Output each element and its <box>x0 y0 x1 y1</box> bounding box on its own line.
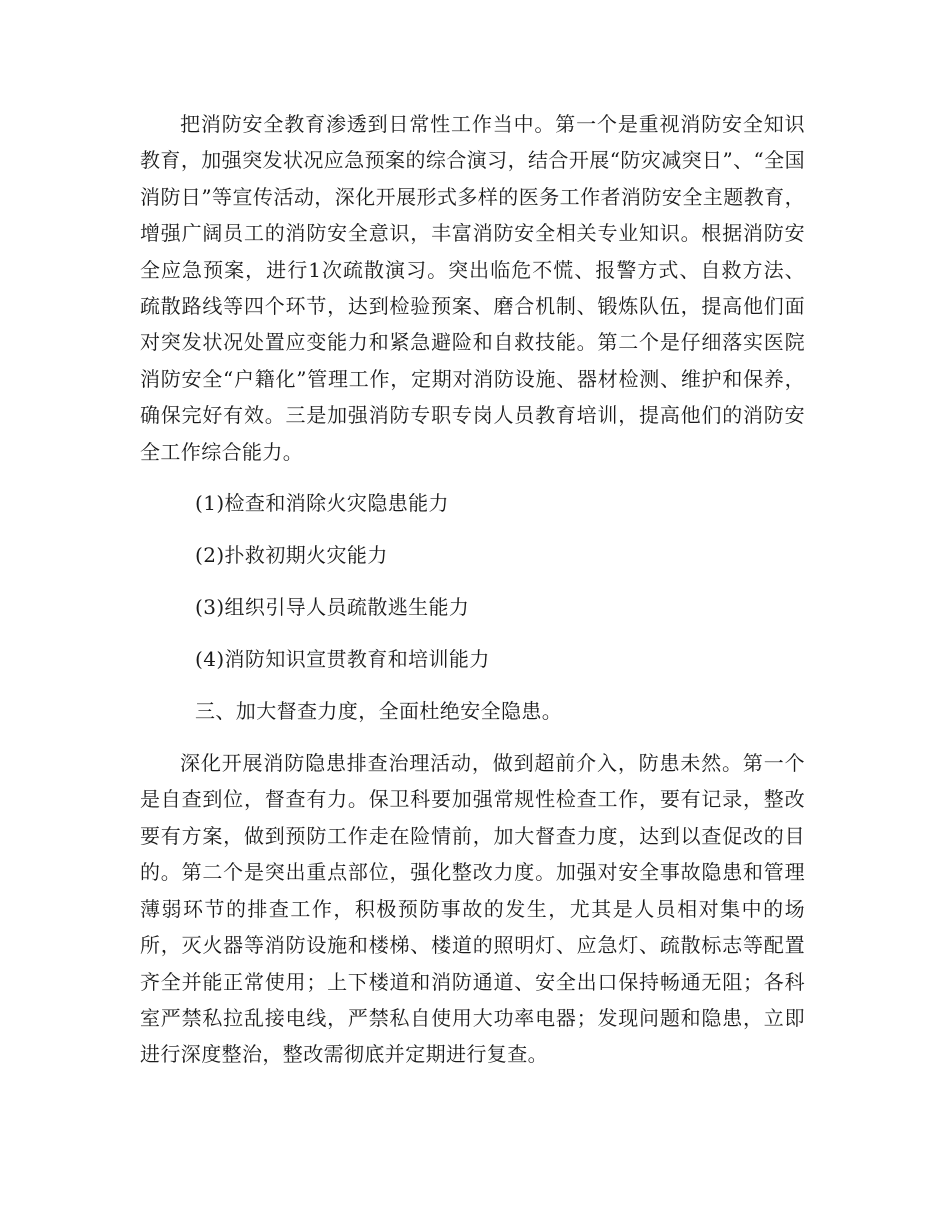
body-paragraph-hazard-inspection: 深化开展消防隐患排查治理活动，做到超前介入，防患未然。第一个是自查到位，督查有力。保卫科要加强常规性检查工作，要有记录，整改要有方案，做到预防工作走在险情前，加大督查力度，达到以查促改的目的。第二个是突出重点部位，强化整改力度。加强对安全事故隐患和管理薄弱环节的排查工作，积极预防事故的发生，尤其是人员相对集中的场所，灭火器等消防设施和楼梯、楼道的照明灯、应急灯、疏散标志等配置齐全并能正常使用；上下楼道和消防通道、安全出口保持畅通无阻；各科室严禁私拉乱接电线，严禁私自使用大功率电器；发现问题和隐患，立即进行深度整治，整改需彻底并定期进行复查。 <box>140 751 805 1067</box>
list-item-initial-firefighting: (2)扑救初期火灾能力 <box>195 543 388 568</box>
list-item-evacuation-guidance: (3)组织引导人员疏散逃生能力 <box>195 595 470 620</box>
list-item-hazard-inspection: (1)检查和消除火灾隐患能力 <box>195 491 449 516</box>
list-item-education-training: (4)消防知识宣贯教育和培训能力 <box>195 647 490 672</box>
document-page <box>140 106 805 1073</box>
body-paragraph-fire-education: 把消防安全教育渗透到日常性工作当中。第一个是重视消防安全知识教育，加强突发状况应急预案的综合演习，结合开展“防灾减突日”、“全国消防日”等宣传活动，深化开展形式多样的医务工作者消防安全主题教育，增强广阔员工的消防安全意识，丰富消防安全相关专业知识。根据消防安全应急预案，进行1次疏散演习。突出临危不慌、报警方式、自救方法、疏散路线等四个环节，达到检验预案、磨合机制、锻炼队伍，提高他们面对突发状况处置应变能力和紧急避险和自救技能。第二个是仔细落实医院消防安全“户籍化”管理工作，定期对消防设施、器材检测、维护和保养，确保完好有效。三是加强消防专职专岗人员教育培训，提高他们的消防安全工作综合能力。 <box>140 112 805 464</box>
section-heading: 三、加大督查力度，全面杜绝安全隐患。 <box>195 699 563 724</box>
